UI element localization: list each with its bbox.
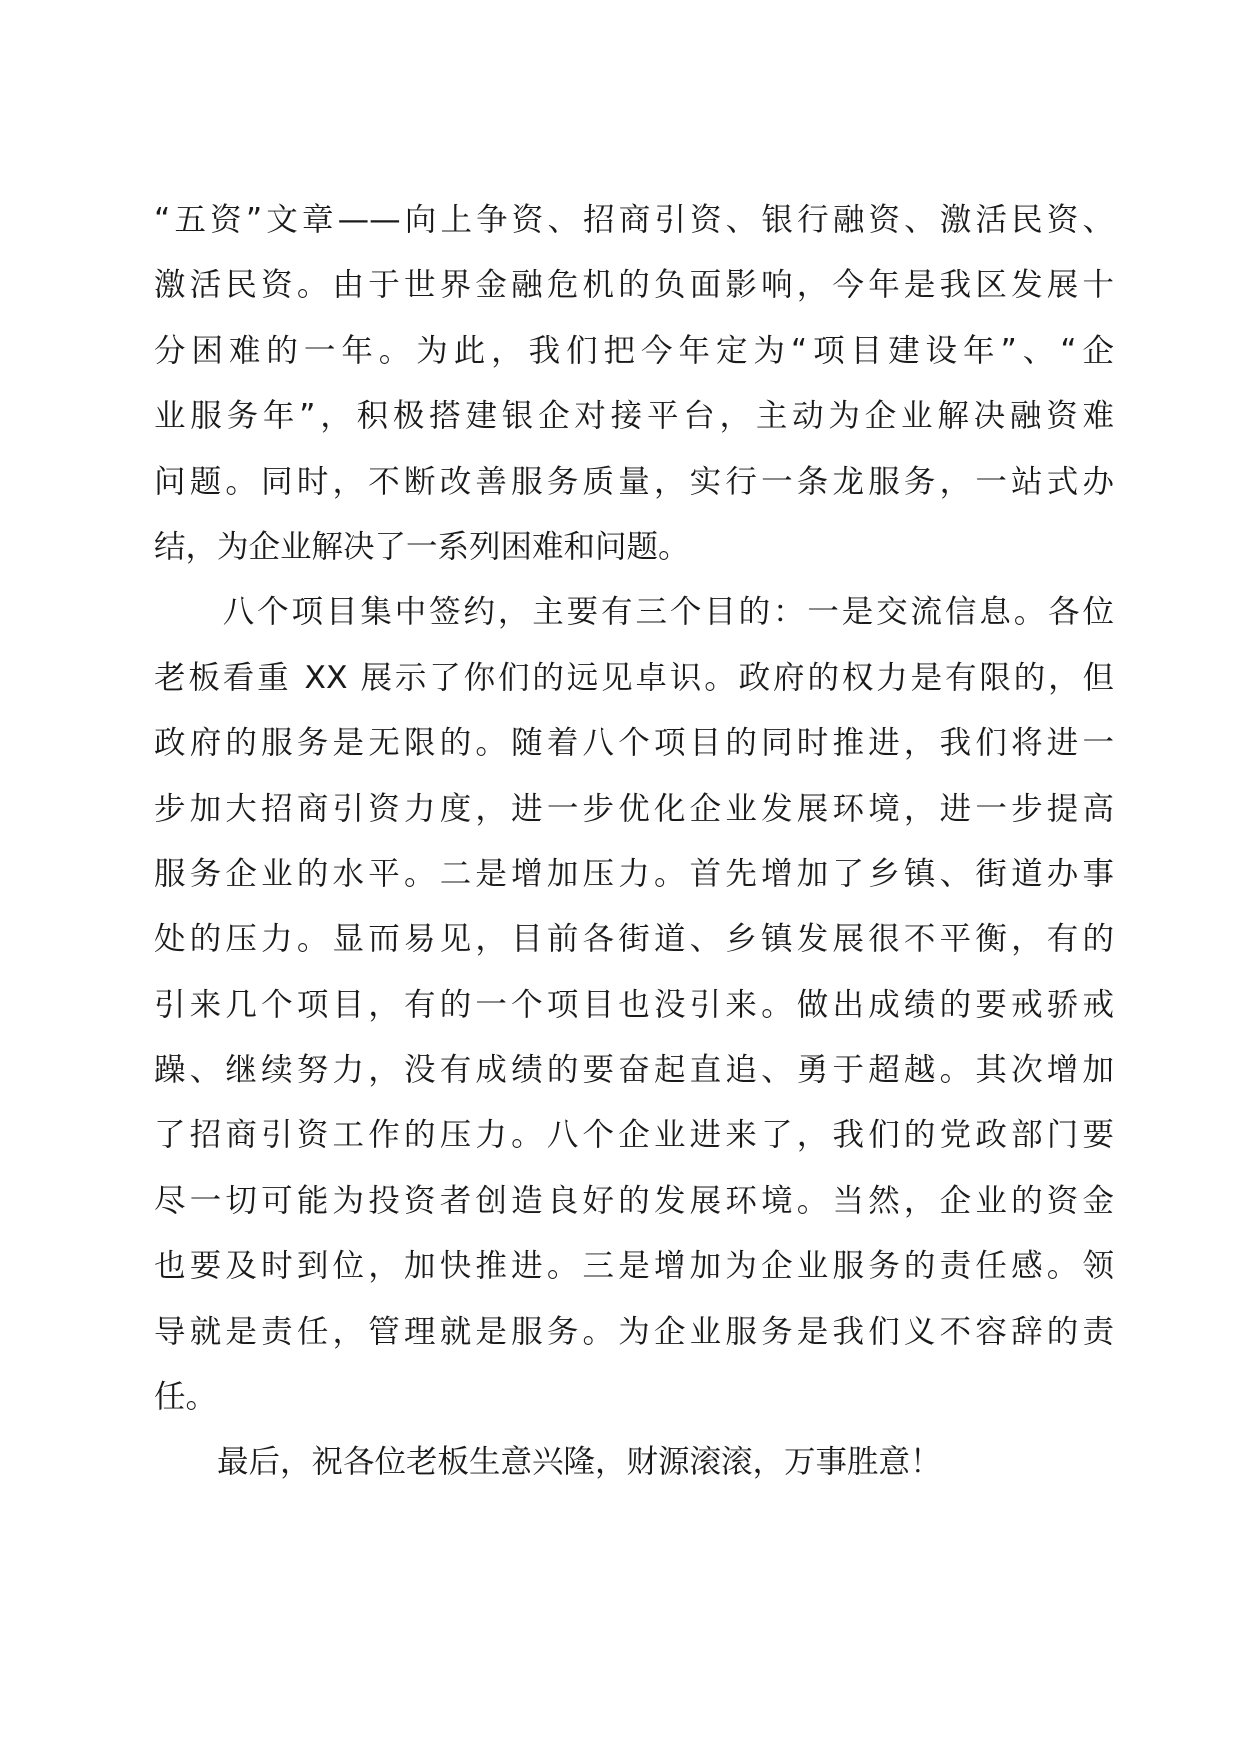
text-line: 结，为企业解决了一系列困难和问题。 [154, 528, 690, 565]
text-line: 也要及时到位，加快推进。三是增加为企业服务的责任感。领 [154, 1248, 1114, 1285]
text-line: 引来几个项目，有的一个项目也没引来。做出成绩的要戒骄戒 [154, 986, 1114, 1023]
text-line: 导就是责任，管理就是服务。为企业服务是我们义不容辞的责 [154, 1313, 1114, 1350]
text-line: 问题。同时，不断改善服务质量，实行一条龙服务，一站式办 [154, 463, 1114, 500]
text-line: 老板看重 XX 展示了你们的远见卓识。政府的权力是有限的，但 [154, 659, 1114, 696]
paragraph-signing-purposes [154, 580, 1114, 1430]
text-line: 业服务年”，积极搭建银企对接平台，主动为企业解决融资难 [154, 398, 1114, 435]
text-line: 躁、继续努力，没有成绩的要奋起直追、勇于超越。其次增加 [154, 1052, 1114, 1089]
text-line: 尽一切可能为投资者创造良好的发展环境。当然，企业的资金 [154, 1182, 1114, 1219]
text-line: 激活民资。由于世界金融危机的负面影响，今年是我区发展十 [154, 267, 1114, 304]
paragraph-five-funds [154, 188, 1114, 580]
text-line: 八个项目集中签约，主要有三个目的：一是交流信息。各位 [154, 594, 1114, 631]
paragraph-closing-wishes [154, 1430, 1114, 1495]
text-line: 政府的服务是无限的。随着八个项目的同时推进，我们将进一 [154, 725, 1114, 762]
text-line: “五资”文章——向上争资、招商引资、银行融资、激活民资、 [154, 202, 1114, 238]
text-line: 步加大招商引资力度，进一步优化企业发展环境，进一步提高 [154, 790, 1114, 827]
text-line: 任。 [154, 1379, 218, 1416]
text-line: 处的压力。显而易见，目前各街道、乡镇发展很不平衡，有的 [154, 921, 1114, 958]
text-line: 最后，祝各位老板生意兴隆，财源滚滚，万事胜意！ [154, 1444, 942, 1481]
body-text [154, 188, 1114, 1496]
text-line: 了招商引资工作的压力。八个企业进来了，我们的党政部门要 [154, 1117, 1114, 1154]
text-line: 服务企业的水平。二是增加压力。首先增加了乡镇、街道办事 [154, 855, 1114, 892]
text-line: 分困难的一年。为此，我们把今年定为“项目建设年”、“企 [154, 332, 1114, 369]
